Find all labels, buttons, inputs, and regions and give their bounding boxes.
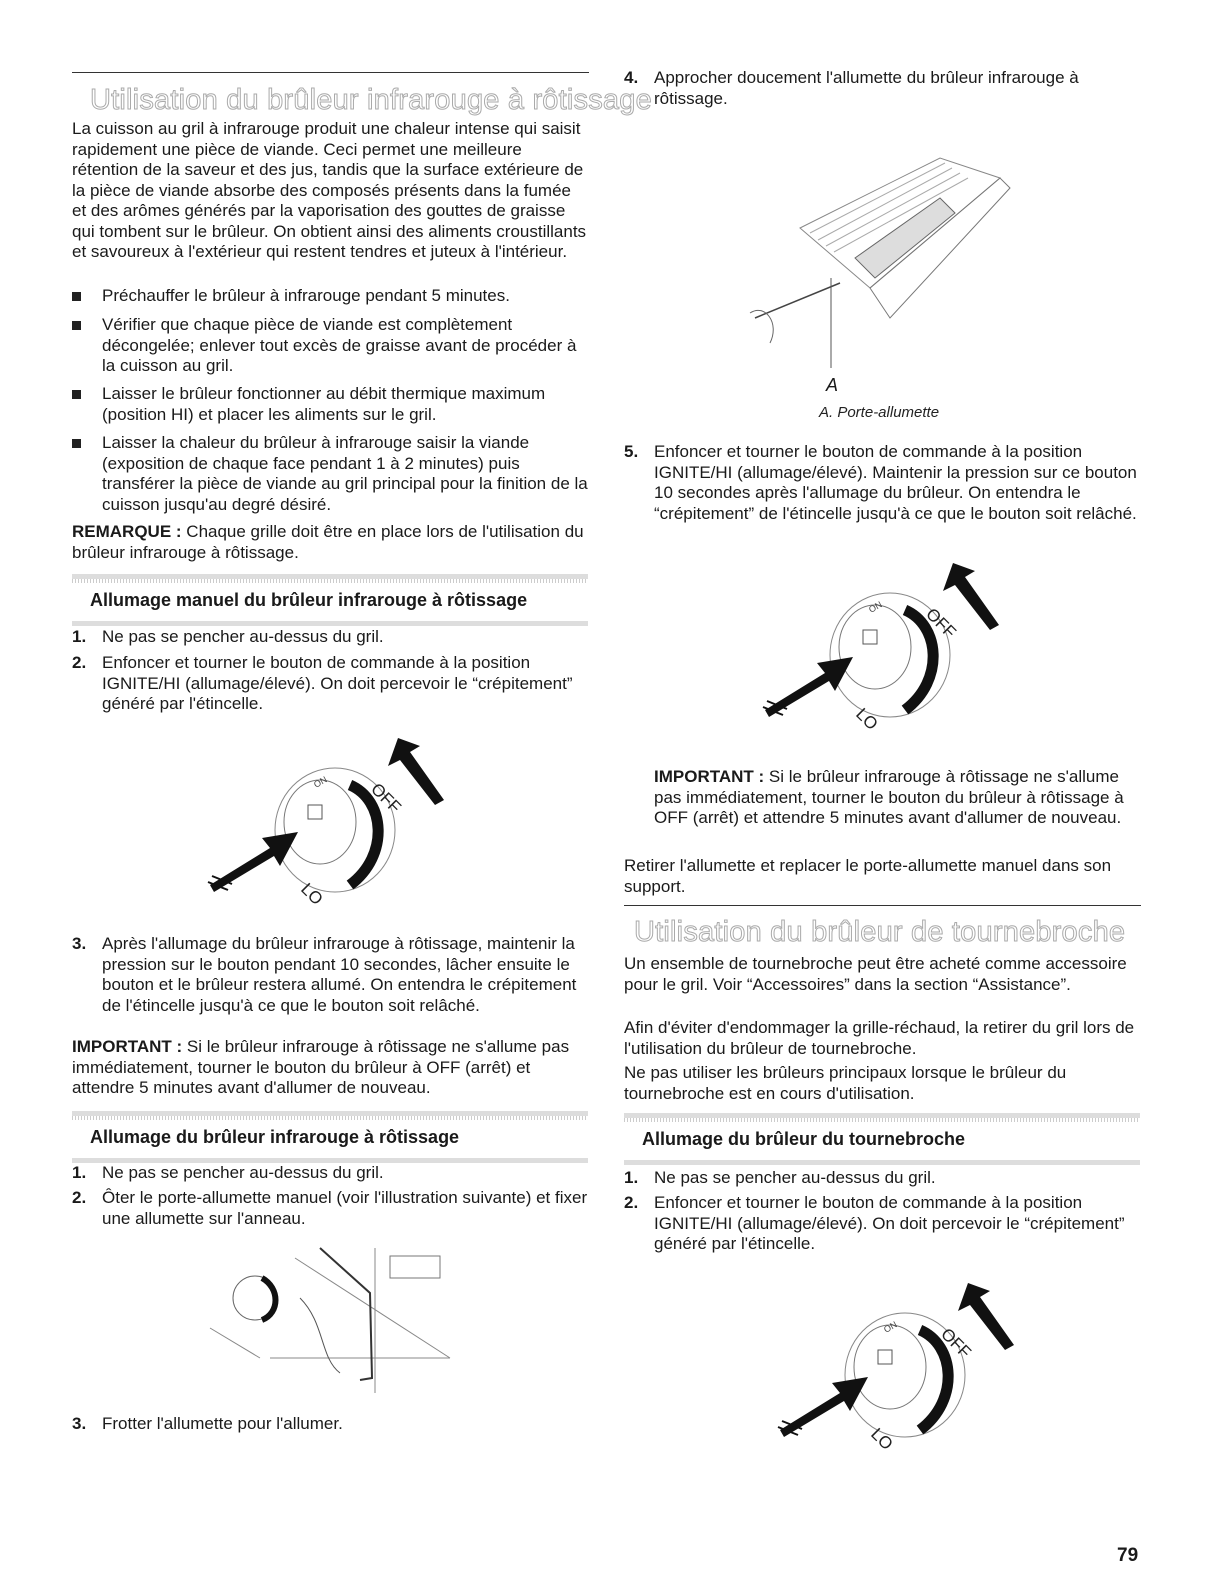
subheading-rotisserie-ignition-text: Allumage du brûleur du tournebroche [624, 1127, 1140, 1151]
bullet-max-heat: Laisser le brûleur fonctionner au débit thermique maximum (position HI) et placer les aliments sur le gril. [72, 384, 588, 425]
important-note-right [654, 767, 1140, 829]
step-text: Ne pas se pencher au-dessus du gril. [654, 1168, 936, 1187]
knob-lo-label: LO [867, 1424, 897, 1454]
step-text: Ne pas se pencher au-dessus du gril. [102, 627, 384, 646]
step-1-infrared [72, 1163, 588, 1184]
subheading-infrared-ignition [72, 1111, 588, 1163]
bullet-preheat: Préchauffer le brûleur à infrarouge pendant 5 minutes. [72, 286, 588, 307]
step-4-approach [624, 68, 1142, 109]
match-holder-illustration [200, 1238, 470, 1398]
step-number: 3. [72, 1414, 87, 1433]
step-2-infrared [72, 1188, 588, 1229]
subheading-manual-ignition [72, 574, 588, 626]
subheading-manual-ignition-text: Allumage manuel du brûleur infrarouge à rôtissage [72, 588, 588, 612]
step-number: 5. [624, 442, 639, 461]
step-text: Approcher doucement l'allumette du brûleur infrarouge à rôtissage. [654, 68, 1079, 108]
step-1-manual [72, 627, 588, 648]
step-text: Enfoncer et tourner le bouton de commande à la position IGNITE/HI (allumage/élevé). On doit percevoir le “crépitement” généré par l'étincelle. [654, 1193, 1125, 1253]
step-text: Ne pas se pencher au-dessus du gril. [102, 1163, 384, 1182]
important-text: Si le brûleur infrarouge à rôtissage ne s'allume pas immédiatement, tourner le bouton du brûleur à OFF (arrêt) et attendre 5 minutes avant d'allumer de nouveau. [72, 1037, 570, 1097]
important-text: Si le brûleur infrarouge à rôtissage ne s'allume pas immédiatement, tourner le bouton du brûleur à rôtissage à OFF (arrêt) et attendre 5 minutes avant d'allumer de nouveau. [654, 767, 1124, 827]
step-3-infrared [72, 1414, 588, 1435]
important-label: IMPORTANT : [72, 1037, 183, 1056]
step-2-manual [72, 653, 588, 715]
burner-match-illustration [740, 118, 1030, 388]
step-5-ignite [624, 442, 1142, 524]
top-rule-right [624, 905, 1141, 906]
section-title-rotisserie: Utilisation du brûleur de tournebroche [634, 916, 1126, 948]
knob-off-label: OFF [367, 779, 405, 817]
knob-illustration [770, 1275, 1030, 1465]
rotisserie-para-3: Ne pas utiliser les brûleurs principaux lorsque le brûleur du tournebroche est en cours d'utilisation. [624, 1063, 1067, 1103]
important-note-left [72, 1037, 588, 1099]
section-title-infrared: Utilisation du brûleur infrarouge à rôtissage [90, 84, 652, 116]
remarque-label: REMARQUE : [72, 522, 182, 541]
bullet-thaw: Vérifier que chaque pièce de viande est complètement décongelée; enlever tout excès de graisse avant de procéder à la cuisson au gril. [72, 315, 588, 377]
step-number: 1. [624, 1168, 639, 1187]
knob-off-label: OFF [922, 604, 960, 642]
step-number: 2. [624, 1193, 639, 1212]
step-3-manual [72, 934, 588, 1016]
retirer-paragraph: Retirer l'allumette et replacer le porte-allumette manuel dans son support. [624, 856, 1112, 896]
step-text: Enfoncer et tourner le bouton de commande à la position IGNITE/HI (allumage/élevé). On doit percevoir le “crépitement” généré par l'étincelle. [102, 653, 573, 713]
subheading-infrared-ignition-text: Allumage du brûleur infrarouge à rôtissage [72, 1125, 588, 1149]
step-number: 1. [72, 1163, 87, 1182]
figure-label-a: A [826, 375, 839, 395]
intro-paragraph: La cuisson au gril à infrarouge produit une chaleur intense qui saisit rapidement une pièce de viande. Ceci permet une meilleure rétention de la saveur et des jus, tandis que la surface extérieure de la pièce de viande absorbe des composés présents dans la fumée et des arômes générés par la vaporisation des gouttes de graisse qui tombent sur le brûleur. On obtient ainsi des aliments croustillants et savoureux à l'extérieur qui restent tendres et juteux à l'intérieur. [72, 119, 587, 261]
step-text: Enfoncer et tourner le bouton de commande à la position IGNITE/HI (allumage/élevé). Maintenir la pression sur ce bouton 10 secondes après l'allumage du brûleur. On entendra le “crépitement” de l'étincelle jusqu'à ce que le bouton soit relâché. [654, 442, 1137, 523]
step-2-rotisserie [624, 1193, 1142, 1255]
step-number: 3. [72, 934, 87, 953]
bullet-sear: Laisser la chaleur du brûleur à infrarouge saisir la viande (exposition de chaque face pendant 1 à 2 minutes) puis transférer la pièce de viande au gril principal pour la finition de la cuisson jusqu'au degré désiré. [72, 433, 588, 515]
step-text: Ôter le porte-allumette manuel (voir l'illustration suivante) et fixer une allumette sur l'anneau. [102, 1188, 588, 1228]
subheading-rotisserie-ignition [624, 1113, 1140, 1165]
step-text: Après l'allumage du brûleur infrarouge à rôtissage, maintenir la pression sur le bouton pendant 10 secondes, lâcher ensuite le bouton et le brûleur restera allumé. On entendra le crépitement de l'étincelle jusqu'à ce que le bouton soit relâché. [102, 934, 577, 1015]
step-number: 1. [72, 627, 87, 646]
remarque-note [72, 522, 588, 563]
step-number: 2. [72, 653, 87, 672]
top-rule-left [72, 72, 589, 73]
knob-on-label: ON [867, 599, 884, 615]
knob-on-label: ON [312, 774, 329, 790]
step-number: 2. [72, 1188, 87, 1207]
remarque-text: Chaque grille doit être en place lors de l'utilisation du brûleur infrarouge à rôtissage. [72, 522, 584, 562]
knob-off-label: OFF [937, 1324, 975, 1362]
step-text: Frotter l'allumette pour l'allumer. [102, 1414, 343, 1433]
knob-illustration [755, 555, 1015, 745]
knob-illustration [200, 730, 460, 920]
knob-on-label: ON [882, 1319, 899, 1335]
knob-lo-label: LO [852, 704, 882, 734]
step-1-rotisserie [624, 1168, 1142, 1189]
rotisserie-para-2: Afin d'éviter d'endommager la grille-réchaud, la retirer du gril lors de l'utilisation du brûleur de tournebroche. [624, 1018, 1135, 1058]
knob-lo-label: LO [297, 879, 327, 909]
rotisserie-para-1: Un ensemble de tournebroche peut être acheté comme accessoire pour le gril. Voir “Accessoires” dans la section “Assistance”. [624, 954, 1127, 994]
figure-caption: A. Porte-allumette [819, 404, 940, 421]
important-label: IMPORTANT : [654, 767, 765, 786]
page-number: 79 [1117, 1545, 1139, 1566]
step-number: 4. [624, 68, 639, 87]
